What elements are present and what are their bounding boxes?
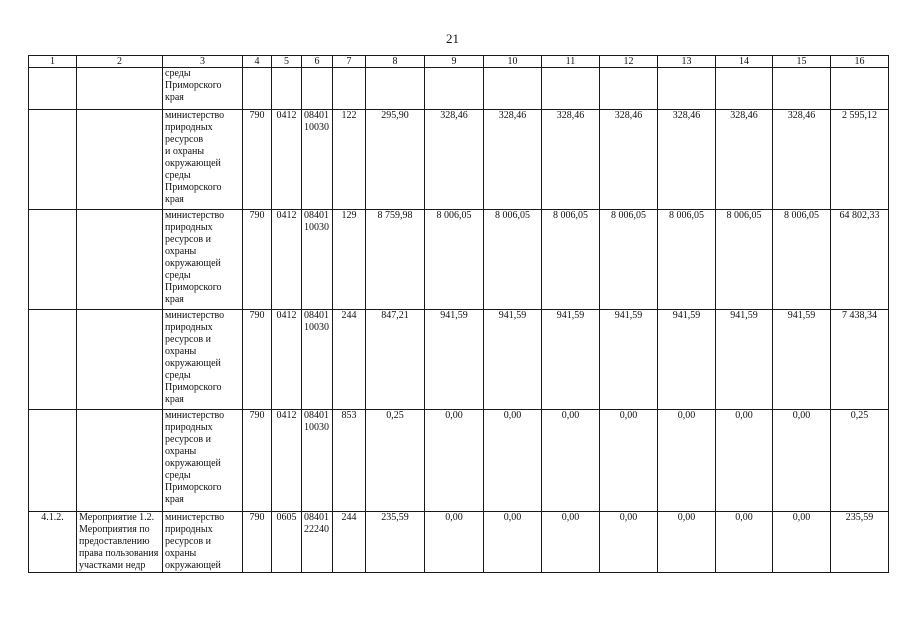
cell-line: природных <box>165 222 213 233</box>
cell-rzpr: 0412 <box>272 310 302 410</box>
cell-value: 328,46 <box>484 110 542 210</box>
cell-rzpr <box>272 68 302 110</box>
cell-line: министерство <box>165 110 225 121</box>
cell-line: природных <box>165 322 213 333</box>
cell-line: Приморского <box>165 182 222 193</box>
cell-value: 8 006,05 <box>542 210 600 310</box>
cell-line: и охраны <box>165 146 205 157</box>
cell-executor <box>163 210 243 310</box>
cell-value: 235,59 <box>366 512 425 573</box>
cell-name <box>77 310 163 410</box>
cell-value: 0,00 <box>600 410 658 512</box>
cell-value <box>425 68 484 110</box>
cell-value: 64 802,33 <box>831 210 889 310</box>
cell-line: министерство <box>165 310 225 321</box>
cell-value: 0,00 <box>773 410 831 512</box>
cell-line: 10030 <box>304 322 329 333</box>
cell-value: 328,46 <box>542 110 600 210</box>
cell-csr <box>302 110 333 210</box>
cell-value: 941,59 <box>773 310 831 410</box>
cell-line: природных <box>165 422 213 433</box>
cell-value <box>600 68 658 110</box>
cell-line: Приморского <box>165 282 222 293</box>
cell-value: 328,46 <box>600 110 658 210</box>
cell-number <box>29 310 77 410</box>
cell-value <box>484 68 542 110</box>
cell-line: Приморского <box>165 80 222 91</box>
cell-executor <box>163 512 243 573</box>
cell-value: 8 006,05 <box>658 210 716 310</box>
cell-grbs: 790 <box>243 512 272 573</box>
cell-value: 0,00 <box>773 512 831 573</box>
header-cell: 11 <box>542 56 600 68</box>
cell-vr: 244 <box>333 310 366 410</box>
cell-vr: 853 <box>333 410 366 512</box>
cell-line: охраны <box>165 548 197 559</box>
cell-line: 08401 <box>304 210 329 221</box>
cell-line: 22240 <box>304 524 329 535</box>
cell-vr: 244 <box>333 512 366 573</box>
header-cell: 10 <box>484 56 542 68</box>
cell-line: Мероприятие 1.2. <box>79 512 155 523</box>
cell-value: 0,00 <box>542 410 600 512</box>
table-row <box>29 310 889 410</box>
cell-value: 0,00 <box>658 512 716 573</box>
cell-rzpr: 0605 <box>272 512 302 573</box>
cell-value: 328,46 <box>773 110 831 210</box>
cell-value: 2 595,12 <box>831 110 889 210</box>
cell-executor <box>163 310 243 410</box>
cell-line: 10030 <box>304 122 329 133</box>
header-cell: 6 <box>302 56 333 68</box>
page-number: 21 <box>446 31 459 46</box>
table-row <box>29 110 889 210</box>
cell-line: 08401 <box>304 110 329 121</box>
cell-grbs: 790 <box>243 210 272 310</box>
cell-name <box>77 110 163 210</box>
header-cell: 4 <box>243 56 272 68</box>
cell-value: 0,00 <box>484 512 542 573</box>
cell-line: охраны <box>165 246 197 257</box>
cell-number: 4.1.2. <box>29 512 77 573</box>
cell-line: края <box>165 294 184 305</box>
cell-value: 0,00 <box>542 512 600 573</box>
cell-line: министерство <box>165 410 225 421</box>
cell-line: края <box>165 394 184 405</box>
cell-line: окружающей <box>165 458 221 469</box>
cell-grbs: 790 <box>243 110 272 210</box>
cell-vr: 129 <box>333 210 366 310</box>
header-cell: 3 <box>163 56 243 68</box>
cell-grbs <box>243 68 272 110</box>
cell-line: Приморского <box>165 482 222 493</box>
cell-csr <box>302 410 333 512</box>
cell-value: 941,59 <box>658 310 716 410</box>
cell-line: края <box>165 194 184 205</box>
cell-value <box>773 68 831 110</box>
cell-value: 8 006,05 <box>484 210 542 310</box>
header-cell: 5 <box>272 56 302 68</box>
header-cell: 14 <box>716 56 773 68</box>
cell-value <box>366 68 425 110</box>
cell-line: Приморского <box>165 382 222 393</box>
header-cell: 8 <box>366 56 425 68</box>
cell-value: 0,00 <box>716 410 773 512</box>
header-cell: 13 <box>658 56 716 68</box>
cell-line: окружающей <box>165 258 221 269</box>
cell-line: среды <box>165 68 191 79</box>
cell-value: 941,59 <box>600 310 658 410</box>
cell-line: среды <box>165 170 191 181</box>
cell-value: 941,59 <box>542 310 600 410</box>
cell-line: 10030 <box>304 422 329 433</box>
cell-grbs: 790 <box>243 310 272 410</box>
cell-line: ресурсов и <box>165 434 212 445</box>
cell-value: 328,46 <box>658 110 716 210</box>
cell-line: Мероприятия по <box>79 524 150 535</box>
cell-number <box>29 68 77 110</box>
cell-value: 8 006,05 <box>425 210 484 310</box>
cell-line: министерство <box>165 210 225 221</box>
cell-csr <box>302 210 333 310</box>
cell-line: края <box>165 494 184 505</box>
cell-line: природных <box>165 122 213 133</box>
cell-value: 0,25 <box>366 410 425 512</box>
cell-rzpr: 0412 <box>272 110 302 210</box>
cell-csr <box>302 68 333 110</box>
cell-name <box>77 210 163 310</box>
cell-value: 0,00 <box>600 512 658 573</box>
header-cell: 12 <box>600 56 658 68</box>
cell-line: министерство <box>165 512 225 523</box>
cell-line: ресурсов и <box>165 536 212 547</box>
cell-line: права пользования <box>79 548 159 559</box>
table-row <box>29 210 889 310</box>
cell-value <box>658 68 716 110</box>
cell-line: среды <box>165 270 191 281</box>
cell-value <box>831 68 889 110</box>
cell-number <box>29 210 77 310</box>
cell-value: 8 006,05 <box>600 210 658 310</box>
cell-name <box>77 410 163 512</box>
cell-line: природных <box>165 524 213 535</box>
cell-line: предоставлению <box>79 536 150 547</box>
cell-value: 295,90 <box>366 110 425 210</box>
header-cell: 7 <box>333 56 366 68</box>
cell-rzpr: 0412 <box>272 210 302 310</box>
cell-executor <box>163 110 243 210</box>
cell-csr <box>302 310 333 410</box>
cell-line: 08401 <box>304 310 329 321</box>
cell-line: среды <box>165 470 191 481</box>
cell-csr <box>302 512 333 573</box>
cell-name <box>77 68 163 110</box>
cell-vr <box>333 68 366 110</box>
cell-value: 7 438,34 <box>831 310 889 410</box>
cell-line: окружающей <box>165 560 221 571</box>
table-row <box>29 410 889 512</box>
cell-line: ресурсов и <box>165 334 212 345</box>
cell-line: окружающей <box>165 158 221 169</box>
budget-table <box>28 55 889 573</box>
cell-line: среды <box>165 370 191 381</box>
cell-value: 328,46 <box>716 110 773 210</box>
cell-value: 847,21 <box>366 310 425 410</box>
cell-line: 10030 <box>304 222 329 233</box>
cell-value: 0,00 <box>716 512 773 573</box>
cell-name <box>77 512 163 573</box>
cell-line: ресурсов <box>165 134 204 145</box>
table-row <box>29 68 889 110</box>
cell-value <box>542 68 600 110</box>
cell-value: 8 006,05 <box>716 210 773 310</box>
cell-value: 0,00 <box>658 410 716 512</box>
cell-value: 8 759,98 <box>366 210 425 310</box>
cell-rzpr: 0412 <box>272 410 302 512</box>
cell-executor <box>163 68 243 110</box>
header-cell: 9 <box>425 56 484 68</box>
header-cell: 2 <box>77 56 163 68</box>
cell-number <box>29 110 77 210</box>
cell-line: окружающей <box>165 358 221 369</box>
cell-line: ресурсов и <box>165 234 212 245</box>
cell-value: 0,00 <box>425 512 484 573</box>
cell-value: 941,59 <box>484 310 542 410</box>
header-cell: 16 <box>831 56 889 68</box>
cell-value: 941,59 <box>425 310 484 410</box>
cell-value: 8 006,05 <box>773 210 831 310</box>
cell-number <box>29 410 77 512</box>
header-cell: 15 <box>773 56 831 68</box>
cell-line: 08401 <box>304 410 329 421</box>
table-row <box>29 512 889 573</box>
cell-value: 941,59 <box>716 310 773 410</box>
cell-line: 08401 <box>304 512 329 523</box>
cell-vr: 122 <box>333 110 366 210</box>
cell-value <box>716 68 773 110</box>
cell-value: 0,25 <box>831 410 889 512</box>
cell-grbs: 790 <box>243 410 272 512</box>
cell-executor <box>163 410 243 512</box>
cell-line: охраны <box>165 346 197 357</box>
cell-value: 235,59 <box>831 512 889 573</box>
cell-value: 0,00 <box>425 410 484 512</box>
cell-line: края <box>165 92 184 103</box>
cell-line: охраны <box>165 446 197 457</box>
header-row <box>29 56 889 68</box>
cell-line: участками недр <box>79 560 146 571</box>
cell-value: 328,46 <box>425 110 484 210</box>
cell-value: 0,00 <box>484 410 542 512</box>
header-cell: 1 <box>29 56 77 68</box>
